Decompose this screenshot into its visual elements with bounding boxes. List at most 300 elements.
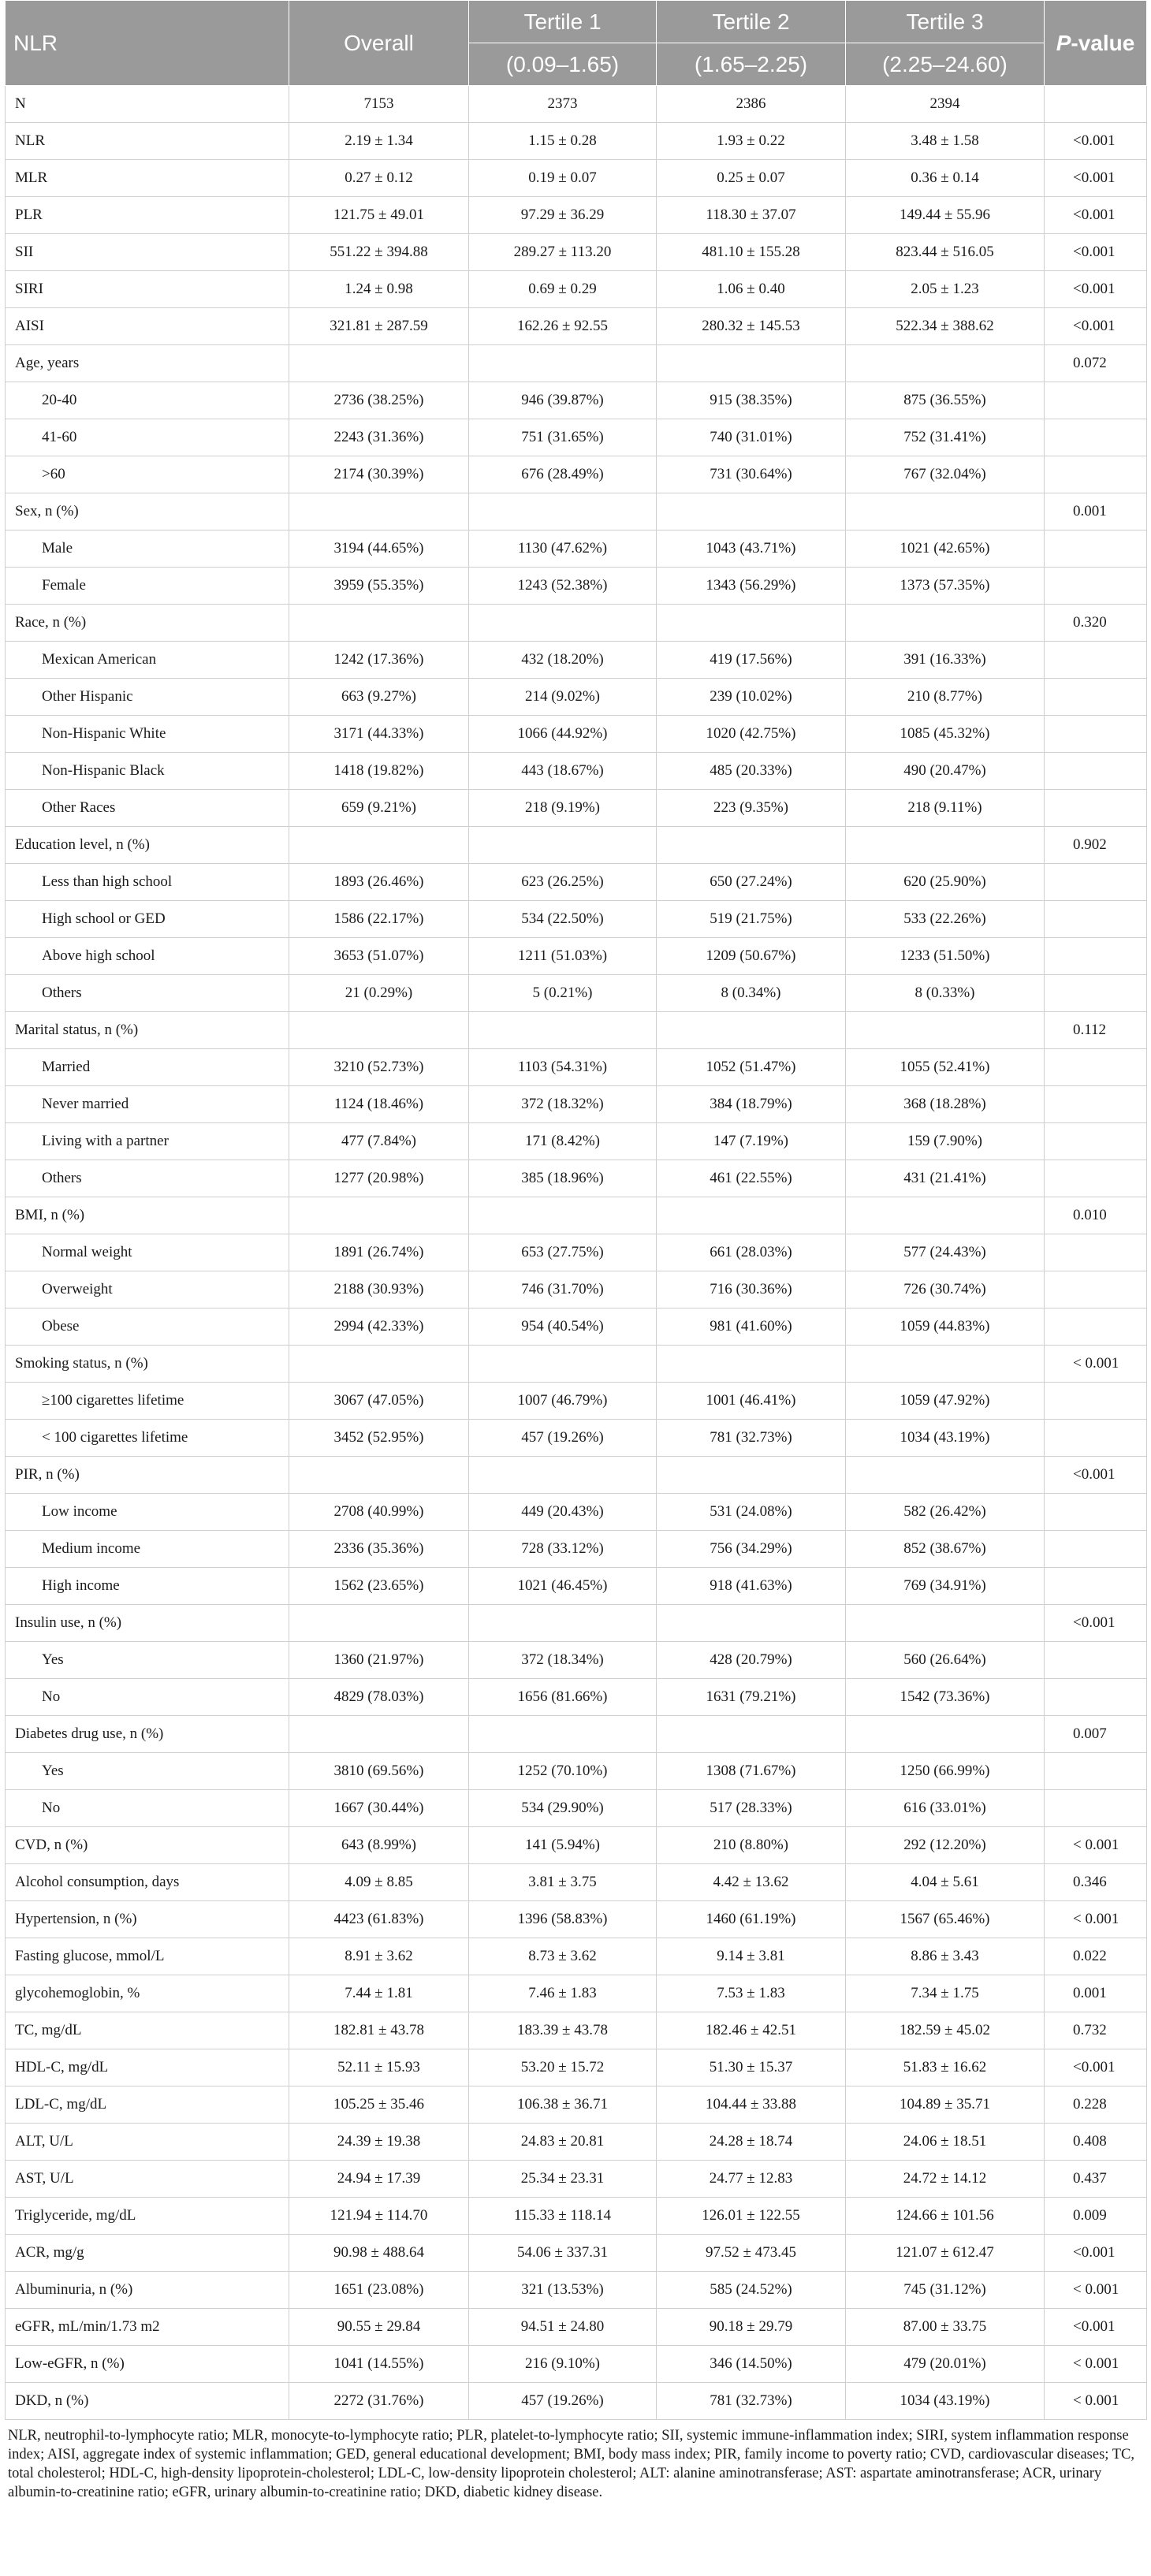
cell-tertile-1: 218 (9.19%) xyxy=(469,790,657,827)
cell-tertile-1: 457 (19.26%) xyxy=(469,1420,657,1457)
cell-p-value xyxy=(1045,1790,1147,1827)
row-label: AST, U/L xyxy=(6,2161,289,2198)
cell-p-value xyxy=(1045,790,1147,827)
header-p-value xyxy=(1045,1,1147,86)
cell-tertile-3: 124.66 ± 101.56 xyxy=(846,2198,1045,2235)
cell-tertile-3 xyxy=(846,493,1045,530)
cell-tertile-2: 428 (20.79%) xyxy=(657,1642,846,1679)
cell-p-value: 0.408 xyxy=(1045,2124,1147,2161)
cell-p-value xyxy=(1045,419,1147,456)
table-row xyxy=(6,1642,1147,1679)
table-row xyxy=(6,86,1147,123)
table-row xyxy=(6,1308,1147,1346)
cell-tertile-1 xyxy=(469,345,657,382)
cell-tertile-3: 769 (34.91%) xyxy=(846,1568,1045,1605)
cell-overall: 1124 (18.46%) xyxy=(289,1086,469,1123)
cell-overall: 1.24 ± 0.98 xyxy=(289,271,469,308)
cell-p-value xyxy=(1045,1420,1147,1457)
row-label: Low income xyxy=(6,1494,289,1531)
cell-overall: 1893 (26.46%) xyxy=(289,864,469,901)
row-label: Education level, n (%) xyxy=(6,827,289,864)
cell-tertile-1 xyxy=(469,1197,657,1234)
table-row xyxy=(6,753,1147,790)
cell-tertile-3: 479 (20.01%) xyxy=(846,2346,1045,2383)
cell-tertile-2: 419 (17.56%) xyxy=(657,642,846,679)
cell-tertile-3: 159 (7.90%) xyxy=(846,1123,1045,1160)
row-label: < 100 cigarettes lifetime xyxy=(6,1420,289,1457)
row-label: ACR, mg/g xyxy=(6,2235,289,2272)
cell-p-value xyxy=(1045,938,1147,975)
table-row xyxy=(6,938,1147,975)
cell-p-value: <0.001 xyxy=(1045,2309,1147,2346)
row-label: Non-Hispanic Black xyxy=(6,753,289,790)
cell-tertile-3: 1085 (45.32%) xyxy=(846,716,1045,753)
cell-p-value: 0.437 xyxy=(1045,2161,1147,2198)
cell-tertile-1 xyxy=(469,1012,657,1049)
cell-tertile-2: 24.28 ± 18.74 xyxy=(657,2124,846,2161)
cell-overall: 1651 (23.08%) xyxy=(289,2272,469,2309)
cell-p-value: < 0.001 xyxy=(1045,2272,1147,2309)
cell-tertile-1: 1130 (47.62%) xyxy=(469,530,657,568)
cell-overall: 3653 (51.07%) xyxy=(289,938,469,975)
cell-tertile-1: 162.26 ± 92.55 xyxy=(469,308,657,345)
cell-tertile-1: 1021 (46.45%) xyxy=(469,1568,657,1605)
cell-tertile-1: 432 (18.20%) xyxy=(469,642,657,679)
table-row xyxy=(6,1383,1147,1420)
cell-tertile-1: 751 (31.65%) xyxy=(469,419,657,456)
cell-tertile-2 xyxy=(657,1457,846,1494)
cell-overall: 24.39 ± 19.38 xyxy=(289,2124,469,2161)
cell-overall: 7.44 ± 1.81 xyxy=(289,1975,469,2012)
row-label: Triglyceride, mg/dL xyxy=(6,2198,289,2235)
cell-tertile-3: 104.89 ± 35.71 xyxy=(846,2086,1045,2124)
table-row xyxy=(6,1716,1147,1753)
row-label: PIR, n (%) xyxy=(6,1457,289,1494)
cell-tertile-3: 2.05 ± 1.23 xyxy=(846,271,1045,308)
table-row xyxy=(6,2124,1147,2161)
cell-tertile-3: 752 (31.41%) xyxy=(846,419,1045,456)
table-header xyxy=(6,1,1147,86)
row-label: Male xyxy=(6,530,289,568)
table-row xyxy=(6,1568,1147,1605)
table-row xyxy=(6,975,1147,1012)
table-row xyxy=(6,2012,1147,2049)
row-label: >60 xyxy=(6,456,289,493)
cell-p-value xyxy=(1045,975,1147,1012)
cell-tertile-1: 372 (18.32%) xyxy=(469,1086,657,1123)
cell-overall xyxy=(289,1346,469,1383)
cell-tertile-2 xyxy=(657,1605,846,1642)
row-label: Female xyxy=(6,568,289,605)
table-row xyxy=(6,1827,1147,1864)
cell-tertile-1 xyxy=(469,1346,657,1383)
cell-tertile-2: 1209 (50.67%) xyxy=(657,938,846,975)
cell-tertile-3: 1542 (73.36%) xyxy=(846,1679,1045,1716)
row-label: AISI xyxy=(6,308,289,345)
table-row xyxy=(6,1679,1147,1716)
table-row xyxy=(6,456,1147,493)
cell-p-value xyxy=(1045,530,1147,568)
cell-tertile-2: 51.30 ± 15.37 xyxy=(657,2049,846,2086)
row-label: Less than high school xyxy=(6,864,289,901)
cell-tertile-2: 8 (0.34%) xyxy=(657,975,846,1012)
cell-p-value xyxy=(1045,716,1147,753)
cell-overall xyxy=(289,493,469,530)
table-row xyxy=(6,1864,1147,1901)
table-row xyxy=(6,2198,1147,2235)
cell-tertile-2: 280.32 ± 145.53 xyxy=(657,308,846,345)
cell-tertile-3: 1034 (43.19%) xyxy=(846,2383,1045,2420)
table-row xyxy=(6,2383,1147,2420)
header-tertile-3-range: (2.25–24.60) xyxy=(846,43,1045,86)
cell-tertile-2: 981 (41.60%) xyxy=(657,1308,846,1346)
table-row xyxy=(6,1197,1147,1234)
cell-tertile-3: 51.83 ± 16.62 xyxy=(846,2049,1045,2086)
table-row xyxy=(6,308,1147,345)
cell-overall xyxy=(289,1197,469,1234)
cell-tertile-3 xyxy=(846,1716,1045,1753)
cell-p-value xyxy=(1045,1383,1147,1420)
cell-tertile-2: 650 (27.24%) xyxy=(657,864,846,901)
cell-overall: 2.19 ± 1.34 xyxy=(289,123,469,160)
cell-overall: 1562 (23.65%) xyxy=(289,1568,469,1605)
cell-tertile-3: 210 (8.77%) xyxy=(846,679,1045,716)
cell-tertile-1: 1656 (81.66%) xyxy=(469,1679,657,1716)
row-label: glycohemoglobin, % xyxy=(6,1975,289,2012)
cell-tertile-2: 661 (28.03%) xyxy=(657,1234,846,1271)
cell-tertile-2 xyxy=(657,493,846,530)
row-label: Other Hispanic xyxy=(6,679,289,716)
row-label: Living with a partner xyxy=(6,1123,289,1160)
cell-overall: 2708 (40.99%) xyxy=(289,1494,469,1531)
cell-tertile-3: 8.86 ± 3.43 xyxy=(846,1938,1045,1975)
cell-tertile-1: 534 (22.50%) xyxy=(469,901,657,938)
row-label: Normal weight xyxy=(6,1234,289,1271)
table-row xyxy=(6,197,1147,234)
row-label: CVD, n (%) xyxy=(6,1827,289,1864)
table-row xyxy=(6,345,1147,382)
table-row xyxy=(6,1271,1147,1308)
cell-tertile-3 xyxy=(846,1012,1045,1049)
cell-tertile-1: 1103 (54.31%) xyxy=(469,1049,657,1086)
table-row xyxy=(6,123,1147,160)
cell-overall: 1041 (14.55%) xyxy=(289,2346,469,2383)
cell-p-value xyxy=(1045,1679,1147,1716)
cell-overall: 477 (7.84%) xyxy=(289,1123,469,1160)
cell-overall: 4829 (78.03%) xyxy=(289,1679,469,1716)
cell-tertile-3: 121.07 ± 612.47 xyxy=(846,2235,1045,2272)
table-row xyxy=(6,1753,1147,1790)
row-label: Low-eGFR, n (%) xyxy=(6,2346,289,2383)
cell-tertile-1: 372 (18.34%) xyxy=(469,1642,657,1679)
table-row xyxy=(6,1049,1147,1086)
cell-overall: 24.94 ± 17.39 xyxy=(289,2161,469,2198)
table-row xyxy=(6,827,1147,864)
row-label: LDL-C, mg/dL xyxy=(6,2086,289,2124)
cell-tertile-1 xyxy=(469,493,657,530)
cell-tertile-2: 1.06 ± 0.40 xyxy=(657,271,846,308)
header-tertile-1: Tertile 1 xyxy=(469,1,657,43)
header-p-italic: P xyxy=(1056,30,1071,55)
cell-tertile-2: 1.93 ± 0.22 xyxy=(657,123,846,160)
table-row xyxy=(6,419,1147,456)
cell-overall: 182.81 ± 43.78 xyxy=(289,2012,469,2049)
cell-p-value: <0.001 xyxy=(1045,123,1147,160)
cell-tertile-3: 1055 (52.41%) xyxy=(846,1049,1045,1086)
cell-tertile-3 xyxy=(846,1457,1045,1494)
cell-tertile-3: 767 (32.04%) xyxy=(846,456,1045,493)
row-label: 41-60 xyxy=(6,419,289,456)
header-nlr: NLR xyxy=(6,1,289,86)
row-label: Diabetes drug use, n (%) xyxy=(6,1716,289,1753)
cell-tertile-2: 384 (18.79%) xyxy=(657,1086,846,1123)
cell-tertile-2: 585 (24.52%) xyxy=(657,2272,846,2309)
table-row xyxy=(6,160,1147,197)
cell-p-value: 0.320 xyxy=(1045,605,1147,642)
cell-tertile-2: 485 (20.33%) xyxy=(657,753,846,790)
cell-p-value: <0.001 xyxy=(1045,197,1147,234)
cell-p-value xyxy=(1045,382,1147,419)
row-label: Non-Hispanic White xyxy=(6,716,289,753)
cell-tertile-1 xyxy=(469,1457,657,1494)
cell-tertile-2 xyxy=(657,827,846,864)
cell-tertile-3: 391 (16.33%) xyxy=(846,642,1045,679)
cell-overall xyxy=(289,1605,469,1642)
cell-overall: 2188 (30.93%) xyxy=(289,1271,469,1308)
cell-tertile-3: 4.04 ± 5.61 xyxy=(846,1864,1045,1901)
cell-tertile-2: 182.46 ± 42.51 xyxy=(657,2012,846,2049)
cell-tertile-2: 519 (21.75%) xyxy=(657,901,846,938)
cell-tertile-1: 653 (27.75%) xyxy=(469,1234,657,1271)
cell-tertile-1: 141 (5.94%) xyxy=(469,1827,657,1864)
cell-tertile-1: 5 (0.21%) xyxy=(469,975,657,1012)
cell-tertile-3: 1059 (47.92%) xyxy=(846,1383,1045,1420)
table-row xyxy=(6,1790,1147,1827)
cell-overall: 90.55 ± 29.84 xyxy=(289,2309,469,2346)
row-label: Medium income xyxy=(6,1531,289,1568)
table-row xyxy=(6,568,1147,605)
cell-overall: 2174 (30.39%) xyxy=(289,456,469,493)
table-row xyxy=(6,1494,1147,1531)
cell-tertile-3: 1373 (57.35%) xyxy=(846,568,1045,605)
cell-overall: 1667 (30.44%) xyxy=(289,1790,469,1827)
cell-tertile-1 xyxy=(469,827,657,864)
cell-tertile-1: 106.38 ± 36.71 xyxy=(469,2086,657,2124)
cell-p-value: <0.001 xyxy=(1045,2049,1147,2086)
cell-tertile-3: 577 (24.43%) xyxy=(846,1234,1045,1271)
header-row-1 xyxy=(6,1,1147,43)
cell-overall: 2243 (31.36%) xyxy=(289,419,469,456)
cell-tertile-1: 25.34 ± 23.31 xyxy=(469,2161,657,2198)
table-row xyxy=(6,234,1147,271)
row-label: TC, mg/dL xyxy=(6,2012,289,2049)
table-row xyxy=(6,2049,1147,2086)
cell-tertile-3: 24.72 ± 14.12 xyxy=(846,2161,1045,2198)
cell-tertile-1: 1007 (46.79%) xyxy=(469,1383,657,1420)
cell-p-value xyxy=(1045,568,1147,605)
cell-tertile-3: 1250 (66.99%) xyxy=(846,1753,1045,1790)
row-label: Smoking status, n (%) xyxy=(6,1346,289,1383)
cell-tertile-1: 0.69 ± 0.29 xyxy=(469,271,657,308)
cell-p-value: <0.001 xyxy=(1045,271,1147,308)
cell-tertile-2: 4.42 ± 13.62 xyxy=(657,1864,846,1901)
row-label: Yes xyxy=(6,1642,289,1679)
cell-overall: 8.91 ± 3.62 xyxy=(289,1938,469,1975)
cell-tertile-1: 1243 (52.38%) xyxy=(469,568,657,605)
cell-tertile-3: 522.34 ± 388.62 xyxy=(846,308,1045,345)
cell-tertile-2: 104.44 ± 33.88 xyxy=(657,2086,846,2124)
cell-tertile-1: 321 (13.53%) xyxy=(469,2272,657,2309)
baseline-characteristics-table xyxy=(5,0,1147,2420)
table-row xyxy=(6,1605,1147,1642)
cell-overall: 1242 (17.36%) xyxy=(289,642,469,679)
row-label: Above high school xyxy=(6,938,289,975)
cell-tertile-1: 183.39 ± 43.78 xyxy=(469,2012,657,2049)
row-label: eGFR, mL/min/1.73 m2 xyxy=(6,2309,289,2346)
cell-overall: 0.27 ± 0.12 xyxy=(289,160,469,197)
cell-tertile-1: 0.19 ± 0.07 xyxy=(469,160,657,197)
cell-p-value: 0.001 xyxy=(1045,493,1147,530)
cell-tertile-3: 149.44 ± 55.96 xyxy=(846,197,1045,234)
cell-overall: 1360 (21.97%) xyxy=(289,1642,469,1679)
cell-tertile-3 xyxy=(846,827,1045,864)
row-label: High school or GED xyxy=(6,901,289,938)
cell-tertile-2: 716 (30.36%) xyxy=(657,1271,846,1308)
cell-tertile-2: 1043 (43.71%) xyxy=(657,530,846,568)
cell-p-value xyxy=(1045,1049,1147,1086)
cell-tertile-2: 918 (41.63%) xyxy=(657,1568,846,1605)
cell-tertile-3: 1567 (65.46%) xyxy=(846,1901,1045,1938)
cell-tertile-1: 954 (40.54%) xyxy=(469,1308,657,1346)
cell-tertile-1: 24.83 ± 20.81 xyxy=(469,2124,657,2161)
header-tertile-2-range: (1.65–2.25) xyxy=(657,43,846,86)
cell-tertile-1: 54.06 ± 337.31 xyxy=(469,2235,657,2272)
cell-tertile-3: 24.06 ± 18.51 xyxy=(846,2124,1045,2161)
header-tertile-2: Tertile 2 xyxy=(657,1,846,43)
cell-tertile-2: 531 (24.08%) xyxy=(657,1494,846,1531)
table-row xyxy=(6,679,1147,716)
cell-p-value: <0.001 xyxy=(1045,1457,1147,1494)
row-label: No xyxy=(6,1679,289,1716)
cell-tertile-2: 781 (32.73%) xyxy=(657,1420,846,1457)
cell-tertile-3: 620 (25.90%) xyxy=(846,864,1045,901)
cell-tertile-3: 616 (33.01%) xyxy=(846,1790,1045,1827)
cell-p-value xyxy=(1045,1123,1147,1160)
cell-overall: 7153 xyxy=(289,86,469,123)
cell-tertile-2: 740 (31.01%) xyxy=(657,419,846,456)
cell-tertile-2: 90.18 ± 29.79 xyxy=(657,2309,846,2346)
cell-tertile-3: 431 (21.41%) xyxy=(846,1160,1045,1197)
cell-overall: 4.09 ± 8.85 xyxy=(289,1864,469,1901)
cell-tertile-2 xyxy=(657,1012,846,1049)
cell-tertile-2: 1052 (51.47%) xyxy=(657,1049,846,1086)
table-row xyxy=(6,1420,1147,1457)
cell-tertile-1: 94.51 ± 24.80 xyxy=(469,2309,657,2346)
cell-overall: 3210 (52.73%) xyxy=(289,1049,469,1086)
table-row xyxy=(6,901,1147,938)
row-label: DKD, n (%) xyxy=(6,2383,289,2420)
cell-overall: 663 (9.27%) xyxy=(289,679,469,716)
row-label: MLR xyxy=(6,160,289,197)
cell-tertile-3: 533 (22.26%) xyxy=(846,901,1045,938)
cell-p-value xyxy=(1045,1642,1147,1679)
cell-overall: 4423 (61.83%) xyxy=(289,1901,469,1938)
cell-tertile-3: 3.48 ± 1.58 xyxy=(846,123,1045,160)
cell-p-value xyxy=(1045,753,1147,790)
cell-overall: 551.22 ± 394.88 xyxy=(289,234,469,271)
cell-tertile-2: 7.53 ± 1.83 xyxy=(657,1975,846,2012)
table-row xyxy=(6,530,1147,568)
cell-tertile-1 xyxy=(469,1716,657,1753)
row-label: BMI, n (%) xyxy=(6,1197,289,1234)
cell-tertile-2: 223 (9.35%) xyxy=(657,790,846,827)
cell-p-value xyxy=(1045,1494,1147,1531)
cell-tertile-2: 118.30 ± 37.07 xyxy=(657,197,846,234)
row-label: 20-40 xyxy=(6,382,289,419)
row-label: N xyxy=(6,86,289,123)
cell-p-value: 0.072 xyxy=(1045,345,1147,382)
cell-tertile-2 xyxy=(657,1716,846,1753)
cell-tertile-3: 87.00 ± 33.75 xyxy=(846,2309,1045,2346)
row-label: Other Races xyxy=(6,790,289,827)
cell-tertile-1: 2373 xyxy=(469,86,657,123)
cell-tertile-3 xyxy=(846,1605,1045,1642)
cell-tertile-2: 1020 (42.75%) xyxy=(657,716,846,753)
row-label: ALT, U/L xyxy=(6,2124,289,2161)
cell-tertile-2: 210 (8.80%) xyxy=(657,1827,846,1864)
cell-overall xyxy=(289,1012,469,1049)
cell-tertile-2: 0.25 ± 0.07 xyxy=(657,160,846,197)
table-row xyxy=(6,642,1147,679)
cell-overall: 2272 (31.76%) xyxy=(289,2383,469,2420)
cell-tertile-1: 216 (9.10%) xyxy=(469,2346,657,2383)
table-footnote: NLR, neutrophil-to-lymphocyte ratio; MLR, monocyte-to-lymphocyte ratio; PLR, platelet-to-lymphocyte ratio; SII, systemic immune-inflammation index; SIRI, system inflammation response index; AISI, aggregate index of systemic inflammation; GED, general educational development; BMI, body mass index; PIR, family income to poverty ratio; CVD, cardiovascular diseases; TC, total cholesterol; HDL-C, high-density lipoprotein-cholesterol; LDL-C, low-density lipoprotein cholesterol; ALT: alanine aminotransferase; AST: aspartate aminotransferase; ACR, urinary albumin-to-creatinine ratio; eGFR, urinary albumin-to-creatinine ratio; DKD, diabetic kidney disease. xyxy=(8,2428,1134,2500)
cell-tertile-2: 346 (14.50%) xyxy=(657,2346,846,2383)
cell-tertile-3 xyxy=(846,1346,1045,1383)
table-row xyxy=(6,605,1147,642)
row-label: Albuminuria, n (%) xyxy=(6,2272,289,2309)
row-label: Marital status, n (%) xyxy=(6,1012,289,1049)
cell-p-value xyxy=(1045,1271,1147,1308)
cell-p-value xyxy=(1045,642,1147,679)
cell-tertile-1: 1066 (44.92%) xyxy=(469,716,657,753)
table-row xyxy=(6,1234,1147,1271)
cell-tertile-2: 24.77 ± 12.83 xyxy=(657,2161,846,2198)
cell-tertile-2: 2386 xyxy=(657,86,846,123)
cell-p-value: 0.112 xyxy=(1045,1012,1147,1049)
row-label: SIRI xyxy=(6,271,289,308)
cell-overall: 121.75 ± 49.01 xyxy=(289,197,469,234)
cell-tertile-3: 8 (0.33%) xyxy=(846,975,1045,1012)
cell-overall xyxy=(289,345,469,382)
row-label: Race, n (%) xyxy=(6,605,289,642)
cell-tertile-3: 745 (31.12%) xyxy=(846,2272,1045,2309)
cell-tertile-2: 1001 (46.41%) xyxy=(657,1383,846,1420)
cell-p-value: < 0.001 xyxy=(1045,1346,1147,1383)
cell-tertile-2: 97.52 ± 473.45 xyxy=(657,2235,846,2272)
table-row xyxy=(6,1160,1147,1197)
cell-p-value xyxy=(1045,1234,1147,1271)
cell-p-value xyxy=(1045,679,1147,716)
row-label: Mexican American xyxy=(6,642,289,679)
cell-tertile-2: 1460 (61.19%) xyxy=(657,1901,846,1938)
cell-tertile-2: 9.14 ± 3.81 xyxy=(657,1938,846,1975)
row-label: Sex, n (%) xyxy=(6,493,289,530)
table-row xyxy=(6,271,1147,308)
cell-overall: 21 (0.29%) xyxy=(289,975,469,1012)
cell-tertile-2: 1343 (56.29%) xyxy=(657,568,846,605)
cell-tertile-2: 731 (30.64%) xyxy=(657,456,846,493)
